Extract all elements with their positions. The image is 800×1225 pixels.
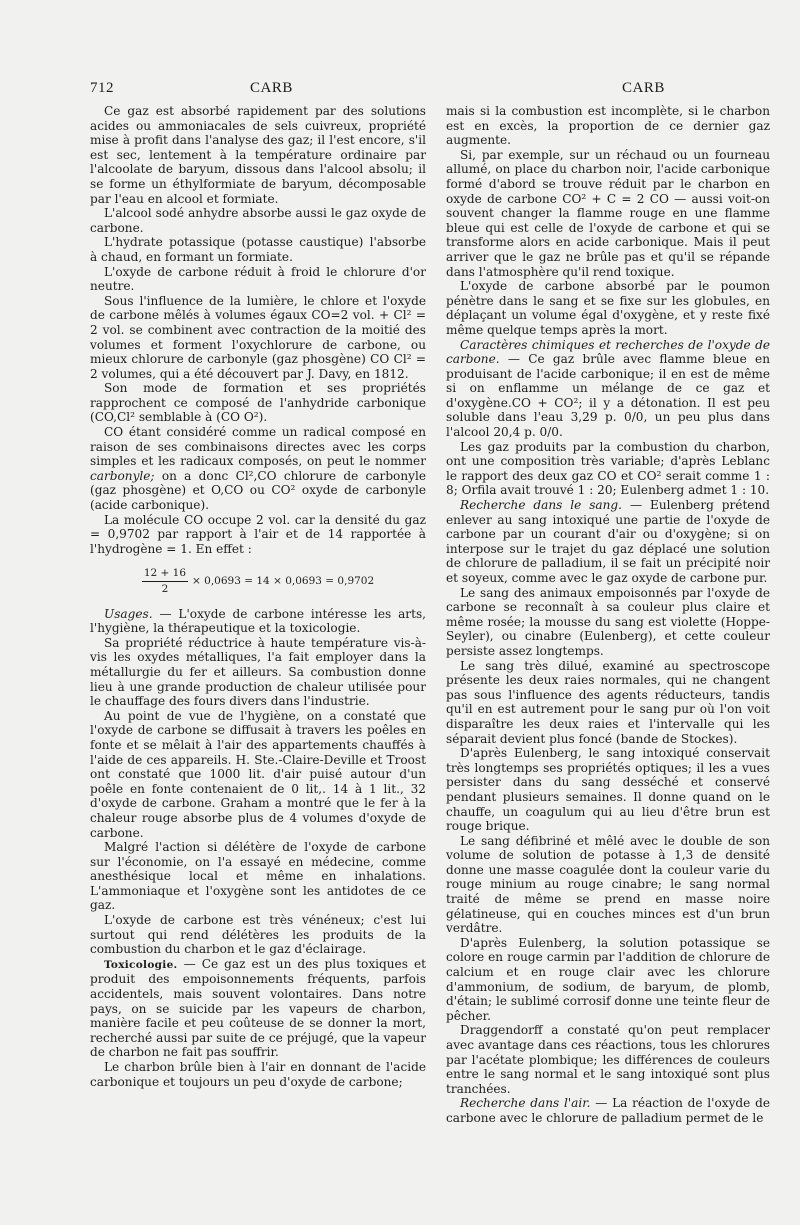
paragraph (446, 498, 770, 586)
paragraph: Si, par exemple, sur un réchaud ou un fourneau allumé, on place du charbon noir, l'acide carbonique formé d'abord se trouve réduit par le charbon en oxyde de carbone CO² + C = 2 CO — aussi voit-on souvent changer la flamme rouge en une flamme bleue qui est celle de l'oxyde de carbone et qui se transforme alors en acide carbonique. Mais il peut arriver que le gaz ne brûle pas et qu'il se répande dans l'atmosphère qu'il rend toxique. (446, 147, 770, 279)
right-column (446, 104, 770, 1126)
paragraph: Les gaz produits par la combustion du charbon, ont une composition très variable; d'après Leblanc le rapport des deux gaz CO et CO² serait comme 1 : 8; Orfila avait trouvé 1 : 20; Eulenberg admet 1 : 10. (446, 439, 770, 498)
paragraph: La molécule CO occupe 2 vol. car la densité du gaz = 0,9702 par rapport à l'air et de 14 rapportée à l'hydrogène = 1. En effet : (90, 512, 426, 556)
paragraph: D'après Eulenberg, la solution potassique se colore en rouge carmin par l'addition de chlorure de calcium et en rouge clair avec les chlorure d'ammonium, de sodium, de baryum, de plomb, d'étain; le sublimé corrosif donne une teinte fleur de pêcher. (446, 935, 770, 1023)
paragraph (90, 607, 426, 636)
section-label-caracteres: Caractères chimiques et recherches de l'oxyde de carbone. (446, 337, 770, 367)
left-running-title: CARB (250, 80, 293, 96)
paragraph: L'alcool sodé anhydre absorbe aussi le gaz oxyde de carbone. (90, 206, 426, 235)
section-label-sang: Recherche dans le sang. (460, 498, 623, 513)
paragraph: Le sang des animaux empoisonnés par l'oxyde de carbone se reconnaît à sa couleur plus claire et même rosée; la mousse du sang est violette (Hoppe-Seyler), ou cinabre (Eulenberg), et cette couleur persiste assez longtemps. (446, 585, 770, 658)
paragraph-text: — Eulenberg prétend enlever au sang intoxiqué une partie de l'oxyde de carbone par un courant d'air ou d'oxygène; si on interpose sur le trajet du gaz déplacé une solution de chlorure de palladium, il se fait un précipité noir et soyeux, comme avec le gaz oxyde de carbone pur. (446, 498, 770, 585)
section-label-usages: Usages. (104, 606, 153, 621)
paragraph-text: on a donc Cl²,CO chlorure de carbonyle (gaz phosgène) et O,CO ou CO² oxyde de carbonyle (acide carbonique). (90, 468, 426, 513)
left-column (90, 104, 426, 1089)
paragraph-text: CO étant considéré comme un radical composé en raison de ses combinaisons directes avec les corps simples et les radicaux composés, on peut le nommer (90, 425, 426, 469)
paragraph: Sa propriété réductrice à haute température vis-à-vis les oxydes métalliques, l'a fait employer dans la métallurgie du fer et ailleurs. Sa combustion donne lieu à une grande production de chaleur utilisée pour le chauffage des fours divers dans l'industrie. (90, 635, 426, 709)
paragraph: Malgré l'action si délétère de l'oxyde de carbone sur l'économie, on l'a essayé en médecine, comme anesthésique local et même en inhalations. L'ammoniaque et l'oxygène sont les antidotes de ce gaz. (90, 840, 426, 913)
formula-fraction (142, 566, 188, 596)
density-formula (90, 566, 426, 596)
paragraph: L'hydrate potassique (potasse caustique) l'absorbe à chaud, en formant un formiate. (90, 235, 426, 264)
paragraph-text: — Ce gaz brûle avec flamme bleue en produisant de l'acide carbonique; il en est de même si on enflamme un mélange de ce gaz et d'oxygène.CO + CO²; il y a détonation. Il est peu soluble dans l'eau 3,29 p. 0/0, un peu plus dans l'alcool 20,4 p. 0/0. (446, 352, 770, 440)
section-label-air: Recherche dans l'air. (460, 1096, 591, 1111)
paragraph (90, 957, 426, 1060)
formula-rest: × 0,0693 = 14 × 0,0693 = 0,9702 (192, 575, 375, 588)
paragraph: Sous l'influence de la lumière, le chlore et l'oxyde de carbone mêlés à volumes égaux CO=2 vol. + Cl² = 2 vol. se combinent avec contraction de la moitié des volumes et forment l'oxychlorure de carbone, ou mieux chlorure de carbonyle (gaz phosgène) CO Cl² = 2 volumes, qui a été découvert par J. Davy, en 1812. (90, 293, 426, 381)
paragraph-text: — Ce gaz est un des plus toxiques et produit des empoisonnements fréquents, parfois accidentels, mais souvent volontaires. Dans notre pays, on se suicide par les vapeurs de charbon, manière facile et peu coûteuse de se donner la mort, recherché aussi par suite de ce préjugé, que la vapeur de charbon ne fait pas souffrir. (90, 956, 426, 1060)
formula-numerator: 12 + 16 (142, 566, 188, 582)
paragraph-text: — L'oxyde de carbone intéresse les arts, l'hygiène, la thérapeutique et la toxicologie. (90, 606, 426, 636)
page-number: 712 (90, 80, 114, 96)
paragraph: Son mode de formation et ses propriétés rapprochent ce composé de l'anhydride carbonique (CO,Cl² semblable à (CO O²). (90, 381, 426, 425)
section-label-toxicologie: Toxicologie. (104, 958, 178, 971)
paragraph: Au point de vue de l'hygiène, on a constaté que l'oxyde de carbone se diffusait à travers les poêles en fonte et se mêlait à l'air des appartements chauffés à l'aide de ces appareils. H. Ste.-Claire-Deville et Troost ont constaté que 1000 lit. d'air puisé autour d'un poêle en fonte contenaient de 0 lit,. 14 à 1 lit., 32 d'oxyde de carbone. Graham a montré que le fer à la chaleur rouge absorbe plus de 4 volumes d'oxyde de carbone. (90, 708, 426, 840)
paragraph (446, 1096, 770, 1125)
paragraph: L'oxyde de carbone réduit à froid le chlorure d'or neutre. (90, 264, 426, 294)
italic-term: carbonyle; (90, 468, 155, 483)
paragraph (90, 425, 426, 513)
paragraph: Le charbon brûle bien à l'air en donnant de l'acide carbonique et toujours un peu d'oxyde de carbone; (90, 1060, 426, 1089)
right-running-title: CARB (622, 80, 665, 96)
paragraph: Le sang très dilué, examiné au spectroscope présente les deux raies normales, qui ne changent pas sous l'influence des agents réducteurs, tandis qu'il en est autrement pour le sang pur où l'on voit disparaître les deux raies et l'intervalle qui les séparait devient plus foncé (bande de Stockes). (446, 658, 770, 746)
paragraph: Ce gaz est absorbé rapidement par des solutions acides ou ammoniacales de sels cuivreux, propriété mise à profit dans l'analyse des gaz; il l'est encore, s'il est sec, lentement à la température ordinaire par l'alcoolate de baryum, dissous dans l'alcool absolu; il se forme un éthylformiate de baryum, décomposable par l'eau en alcool et formiate. (90, 104, 426, 206)
paragraph: D'après Eulenberg, le sang intoxiqué conservait très longtemps ses propriétés optiques; il les a vues persister dans du sang desséché et conservé pendant plusieurs semaines. Il donne quand on le chauffe, un coagulum qui au lieu d'être brun est rouge brique. (446, 746, 770, 834)
paragraph: Draggendorff a constaté qu'on peut remplacer avec avantage dans ces réactions, tous les chlorures par l'acétate plombique; les différences de couleurs entre le sang normal et le sang intoxiqué sont plus tranchées. (446, 1023, 770, 1096)
paragraph: mais si la combustion est incomplète, si le charbon est en excès, la proportion de ce dernier gaz augmente. (446, 104, 770, 148)
paragraph: Le sang défibriné et mêlé avec le double de son volume de solution de potasse à 1,3 de densité donne une masse coagulée dont la couleur varie du rouge minium au rouge cinabre; le sang normal traité de même se prend en masse noire gélatineuse, qui en couches minces est d'un brun verdâtre. (446, 833, 770, 936)
formula-denominator: 2 (161, 583, 169, 595)
paragraph: L'oxyde de carbone absorbé par le poumon pénètre dans le sang et se fixe sur les globules, en déplaçant un volume égal d'oxygène, et y reste fixé même quelque temps après la mort. (446, 279, 770, 337)
paragraph (446, 338, 770, 440)
paragraph-text: — La réaction de l'oxyde de carbone avec le chlorure de palladium permet de le (446, 1096, 770, 1125)
paragraph: L'oxyde de carbone est très vénéneux; c'est lui surtout qui rend délétères les produits de la combustion du charbon et le gaz d'éclairage. (90, 913, 426, 957)
running-header (90, 80, 767, 100)
